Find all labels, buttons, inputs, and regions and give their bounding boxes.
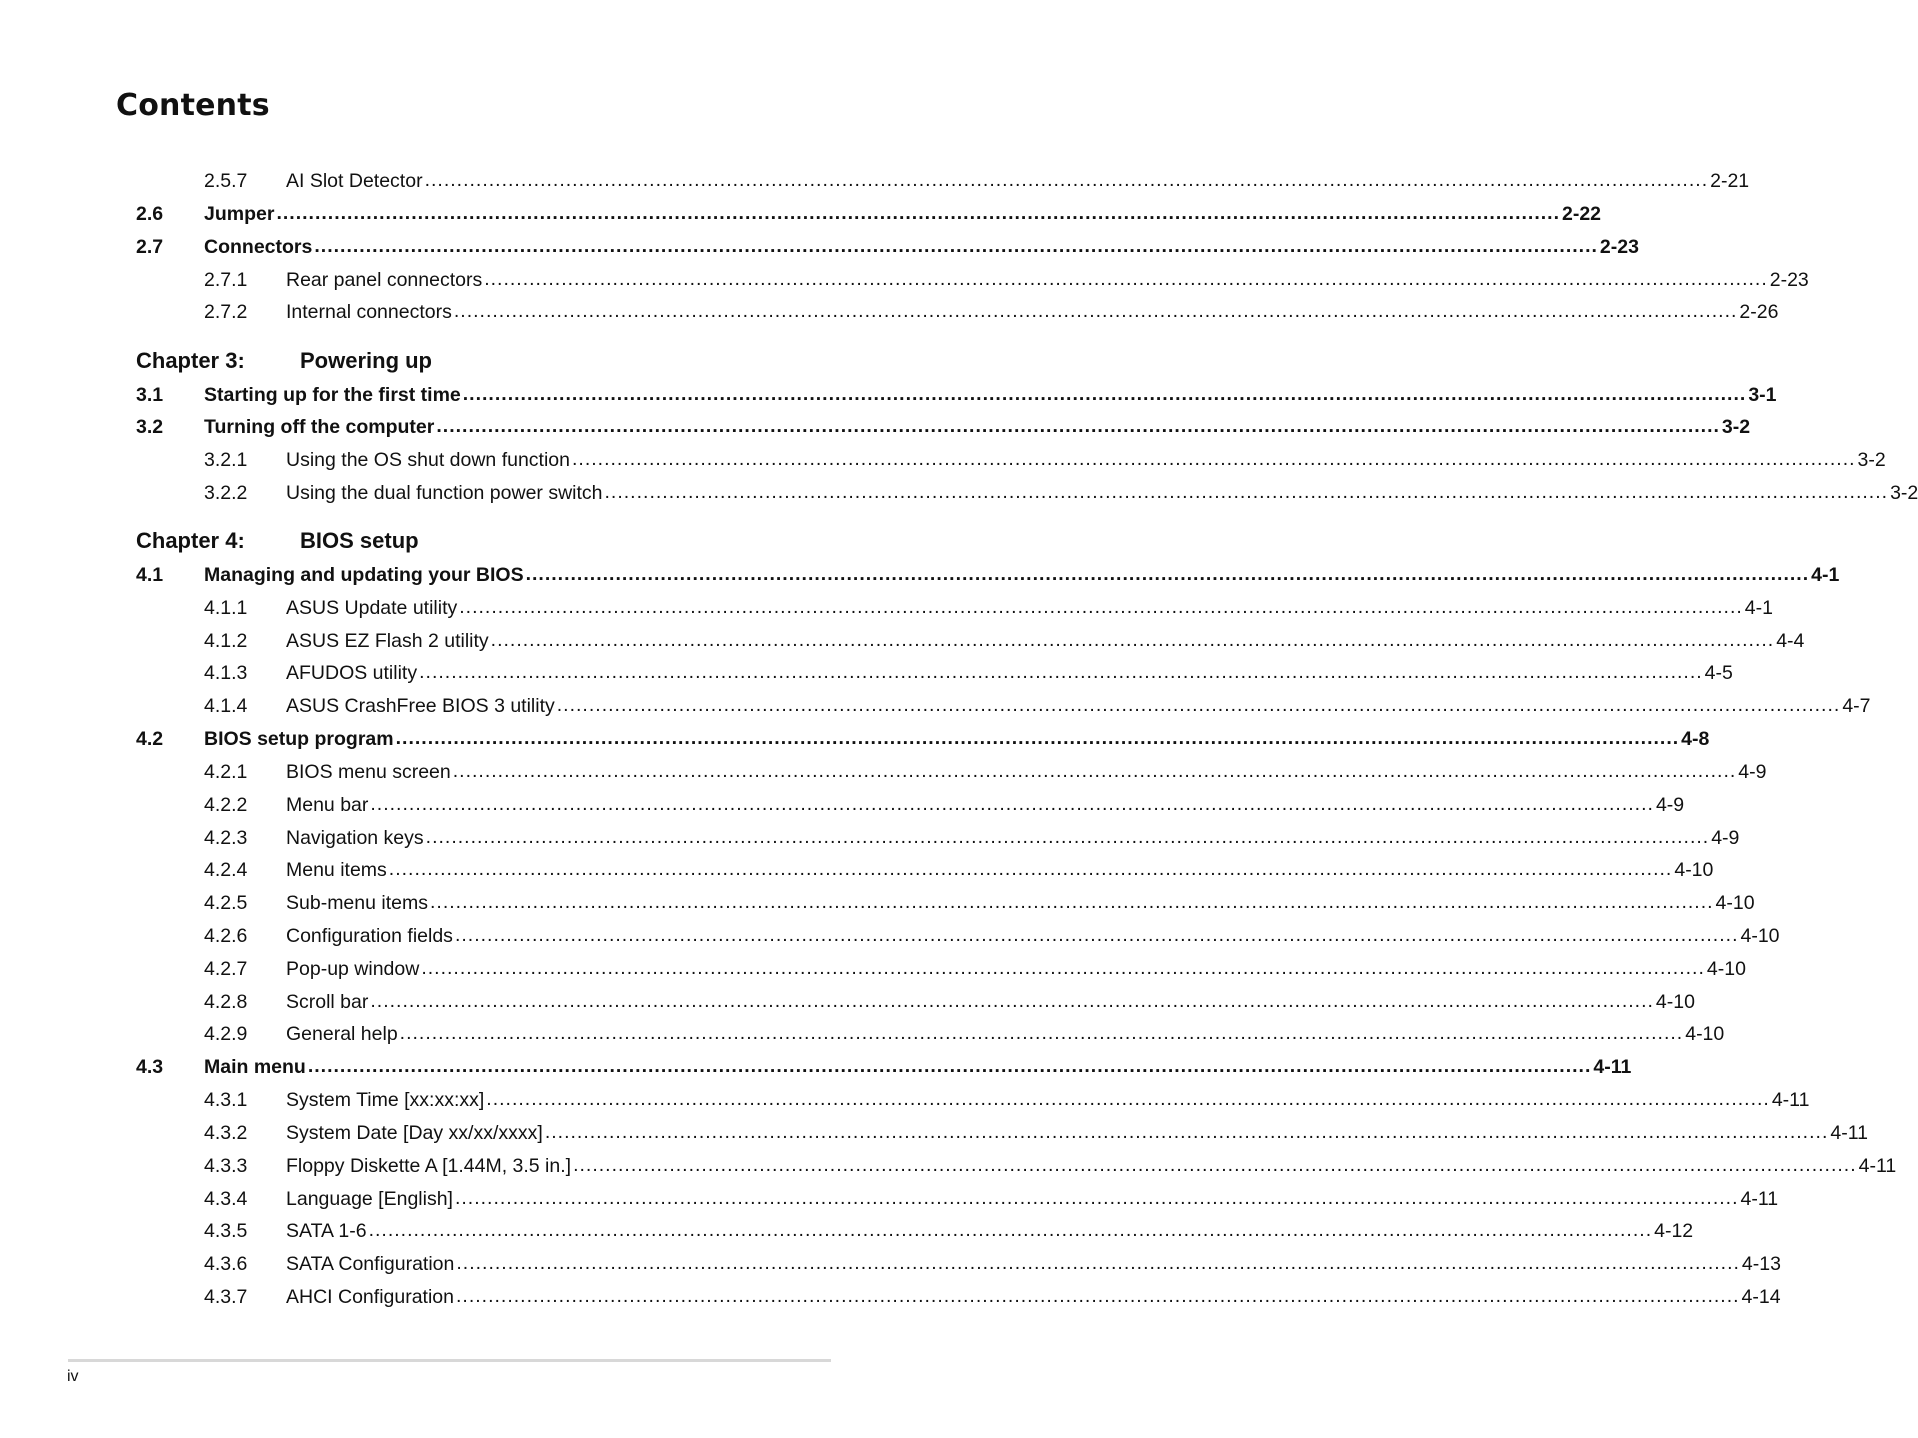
toc-page-number: 3-1 bbox=[1748, 383, 1777, 406]
toc-entry-number: 4.1 bbox=[136, 563, 164, 586]
toc-page-number: 2-21 bbox=[1710, 169, 1750, 192]
toc-dot-leader: ........................................................................................................................................................................................................ bbox=[424, 168, 1709, 191]
toc-page-number: 4-11 bbox=[1593, 1055, 1632, 1078]
footer-page-number: iv bbox=[67, 1368, 79, 1385]
toc-page-number: 3-2 bbox=[1890, 481, 1918, 504]
toc-subsection-entry[interactable] bbox=[136, 628, 1805, 654]
toc-entry-number: 3.1 bbox=[136, 383, 164, 406]
toc-subsection-entry[interactable] bbox=[136, 299, 1779, 325]
toc-entry-number: 4.1.1 bbox=[204, 596, 248, 619]
toc-entry-title: Configuration fields bbox=[286, 924, 453, 947]
toc-entry-title: AI Slot Detector bbox=[286, 169, 423, 192]
toc-entry-number: 4.2.6 bbox=[204, 924, 248, 947]
toc-dot-leader: ........................................................................................................................................................................................................ bbox=[388, 857, 1673, 880]
toc-subsection-entry[interactable] bbox=[136, 1186, 1779, 1212]
toc-entry-title: Managing and updating your BIOS bbox=[204, 563, 524, 586]
toc-entry-number: 4.3.7 bbox=[204, 1285, 248, 1308]
toc-entry-title: Scroll bar bbox=[286, 990, 369, 1013]
toc-entry-number: 4.3.1 bbox=[204, 1088, 248, 1111]
toc-subsection-entry[interactable] bbox=[136, 923, 1780, 949]
toc-section-entry[interactable] bbox=[136, 1054, 1632, 1080]
toc-entry-number: 4.3.3 bbox=[204, 1154, 248, 1177]
toc-entry-number: 4.3.6 bbox=[204, 1252, 248, 1275]
toc-chapter-heading bbox=[136, 347, 432, 375]
toc-entry-title: ASUS CrashFree BIOS 3 utility bbox=[286, 694, 555, 717]
toc-subsection-entry[interactable] bbox=[136, 1021, 1725, 1047]
toc-entry-title: Using the OS shut down function bbox=[286, 448, 570, 471]
toc-page-number: 4-10 bbox=[1715, 891, 1755, 914]
toc-dot-leader: ........................................................................................................................................................................................................ bbox=[307, 1054, 1592, 1077]
toc-dot-leader: ........................................................................................................................................................................................................ bbox=[456, 1251, 1740, 1274]
toc-subsection-entry[interactable] bbox=[136, 168, 1750, 194]
toc-dot-leader: ........................................................................................................................................................................................................ bbox=[370, 989, 1654, 1012]
toc-dot-leader: ........................................................................................................................................................................................................ bbox=[399, 1021, 1684, 1044]
toc-subsection-entry[interactable] bbox=[136, 890, 1755, 916]
toc-chapter-number: Chapter 3: bbox=[136, 348, 245, 373]
toc-dot-leader: ........................................................................................................................................................................................................ bbox=[454, 1186, 1739, 1209]
toc-dot-leader: ........................................................................................................................................................................................................ bbox=[425, 825, 1710, 848]
toc-subsection-entry[interactable] bbox=[136, 825, 1740, 851]
toc-entry-number: 4.2.3 bbox=[204, 826, 248, 849]
toc-entry-title: Floppy Diskette A [1.44M, 3.5 in.] bbox=[286, 1154, 572, 1177]
toc-entry-number: 4.2.5 bbox=[204, 891, 248, 914]
toc-page-number: 4-14 bbox=[1741, 1285, 1781, 1308]
toc-page-number: 4-10 bbox=[1740, 924, 1780, 947]
toc-entry-number: 4.3.2 bbox=[204, 1121, 248, 1144]
toc-entry-title: System Time [xx:xx:xx] bbox=[286, 1088, 485, 1111]
toc-page-number: 4-9 bbox=[1655, 793, 1685, 816]
toc-page-number: 4-11 bbox=[1740, 1187, 1779, 1210]
toc-page-number: 4-5 bbox=[1704, 661, 1733, 684]
toc-dot-leader: ........................................................................................................................................................................................................ bbox=[429, 890, 1714, 913]
toc-entry-title: Internal connectors bbox=[286, 300, 452, 323]
toc-dot-leader: ........................................................................................................................................................................................................ bbox=[459, 595, 1743, 618]
toc-dot-leader: ........................................................................................................................................................................................................ bbox=[484, 267, 1768, 290]
toc-dot-leader: ........................................................................................................................................................................................................ bbox=[419, 660, 1703, 683]
toc-page-number: 2-22 bbox=[1562, 202, 1602, 225]
toc-entry-title: Menu bar bbox=[286, 793, 369, 816]
toc-dot-leader: ........................................................................................................................................................................................................ bbox=[314, 234, 1598, 257]
toc-page-number: 3-2 bbox=[1857, 448, 1886, 471]
toc-dot-leader: ........................................................................................................................................................................................................ bbox=[454, 923, 1739, 946]
toc-entry-number: 4.2.2 bbox=[204, 793, 248, 816]
toc-entry-number: 2.7.2 bbox=[204, 300, 248, 323]
toc-entry-title: Rear panel connectors bbox=[286, 268, 483, 291]
toc-entry-title: SATA 1-6 bbox=[286, 1219, 367, 1242]
toc-entry-title: Menu items bbox=[286, 858, 387, 881]
toc-dot-leader: ........................................................................................................................................................................................................ bbox=[544, 1120, 1829, 1143]
toc-entry-title: Navigation keys bbox=[286, 826, 424, 849]
toc-page-number: 4-8 bbox=[1681, 727, 1710, 750]
toc-entry-title: Starting up for the first time bbox=[204, 383, 461, 406]
toc-entry-number: 2.6 bbox=[136, 202, 164, 225]
toc-page-number: 4-11 bbox=[1830, 1121, 1868, 1144]
toc-dot-leader: ........................................................................................................................................................................................................ bbox=[421, 956, 1705, 979]
toc-entry-title: AHCI Configuration bbox=[286, 1285, 454, 1308]
toc-subsection-entry[interactable] bbox=[136, 1153, 1897, 1179]
toc-subsection-entry[interactable] bbox=[136, 660, 1733, 686]
toc-dot-leader: ........................................................................................................................................................................................................ bbox=[456, 1284, 1740, 1307]
toc-page-number: 4-1 bbox=[1744, 596, 1773, 619]
toc-entry-number: 4.2.4 bbox=[204, 858, 248, 881]
toc-dot-leader: ........................................................................................................................................................................................................ bbox=[486, 1087, 1770, 1110]
toc-page-number: 4-9 bbox=[1738, 760, 1767, 783]
toc-subsection-entry[interactable] bbox=[136, 693, 1871, 719]
toc-dot-leader: ........................................................................................................................................................................................................ bbox=[436, 414, 1720, 437]
toc-entry-title: Using the dual function power switch bbox=[286, 481, 603, 504]
toc-entry-title: BIOS menu screen bbox=[286, 760, 451, 783]
toc-entry-number: 4.2.1 bbox=[204, 760, 248, 783]
toc-subsection-entry[interactable] bbox=[136, 759, 1767, 785]
toc-subsection-entry[interactable] bbox=[136, 956, 1746, 982]
toc-page-number: 4-7 bbox=[1842, 694, 1871, 717]
toc-subsection-entry[interactable] bbox=[136, 447, 1886, 473]
toc-entry-title: Turning off the computer bbox=[204, 415, 435, 438]
toc-dot-leader: ........................................................................................................................................................................................................ bbox=[276, 201, 1560, 224]
toc-page-number: 4-10 bbox=[1655, 990, 1695, 1013]
toc-entry-title: BIOS setup program bbox=[204, 727, 394, 750]
toc-entry-number: 3.2.2 bbox=[204, 481, 248, 504]
toc-entry-title: SATA Configuration bbox=[286, 1252, 455, 1275]
toc-dot-leader: ........................................................................................................................................................................................................ bbox=[452, 759, 1737, 782]
toc-entry-number: 4.2.9 bbox=[204, 1022, 248, 1045]
toc-page-number: 4-11 bbox=[1858, 1154, 1897, 1177]
toc-page-number: 2-26 bbox=[1739, 300, 1779, 323]
toc-chapter-number: Chapter 4: bbox=[136, 528, 245, 553]
toc-entry-title: Sub-menu items bbox=[286, 891, 428, 914]
toc-section-entry[interactable] bbox=[136, 201, 1602, 227]
toc-entry-number: 4.2 bbox=[136, 727, 164, 750]
toc-page-number: 4-10 bbox=[1706, 957, 1746, 980]
toc-subsection-entry[interactable] bbox=[136, 1251, 1781, 1277]
toc-page-number: 4-12 bbox=[1654, 1219, 1694, 1242]
toc-page-number: 4-11 bbox=[1771, 1088, 1810, 1111]
toc-entry-number: 4.3.4 bbox=[204, 1187, 248, 1210]
toc-entry-number: 2.7.1 bbox=[204, 268, 248, 291]
toc-dot-leader: ........................................................................................................................................................................................................ bbox=[525, 562, 1810, 585]
toc-dot-leader: ........................................................................................................................................................................................................ bbox=[453, 299, 1738, 322]
toc-subsection-entry[interactable] bbox=[136, 267, 1809, 293]
toc-entry-title: ASUS EZ Flash 2 utility bbox=[286, 629, 489, 652]
toc-subsection-entry[interactable] bbox=[136, 857, 1714, 883]
page-title: Contents bbox=[116, 88, 270, 123]
toc-entry-number: 4.3.5 bbox=[204, 1219, 248, 1242]
toc-section-entry[interactable] bbox=[136, 382, 1777, 408]
toc-section-entry[interactable] bbox=[136, 414, 1751, 440]
toc-subsection-entry[interactable] bbox=[136, 595, 1773, 621]
toc-subsection-entry[interactable] bbox=[136, 1218, 1694, 1244]
toc-entry-title: System Date [Day xx/xx/xxxx] bbox=[286, 1121, 543, 1144]
toc-page-number: 4-9 bbox=[1711, 826, 1740, 849]
toc-entry-number: 3.2.1 bbox=[204, 448, 248, 471]
toc-section-entry[interactable] bbox=[136, 234, 1639, 260]
toc-dot-leader: ........................................................................................................................................................................................................ bbox=[490, 628, 1775, 651]
toc-subsection-entry[interactable] bbox=[136, 989, 1695, 1015]
toc-page-number: 2-23 bbox=[1599, 235, 1639, 258]
toc-entry-title: Jumper bbox=[204, 202, 275, 225]
toc-chapter-title: BIOS setup bbox=[300, 528, 419, 553]
toc-dot-leader: ........................................................................................................................................................................................................ bbox=[395, 726, 1680, 749]
toc-page-number: 4-1 bbox=[1811, 563, 1840, 586]
toc-entry-number: 2.5.7 bbox=[204, 169, 248, 192]
toc-entry-number: 3.2 bbox=[136, 415, 164, 438]
toc-entry-title: ASUS Update utility bbox=[286, 596, 458, 619]
toc-entry-title: General help bbox=[286, 1022, 398, 1045]
toc-dot-leader: ........................................................................................................................................................................................................ bbox=[604, 480, 1889, 503]
toc-entry-number: 4.2.7 bbox=[204, 957, 248, 980]
toc-entry-title: Pop-up window bbox=[286, 957, 420, 980]
toc-entry-number: 4.3 bbox=[136, 1055, 164, 1078]
toc-entry-title: Connectors bbox=[204, 235, 313, 258]
toc-subsection-entry[interactable] bbox=[136, 792, 1685, 818]
toc-entry-number: 4.1.4 bbox=[204, 694, 248, 717]
toc-dot-leader: ........................................................................................................................................................................................................ bbox=[370, 792, 1654, 815]
toc-subsection-entry[interactable] bbox=[136, 1087, 1810, 1113]
toc-entry-title: Main menu bbox=[204, 1055, 306, 1078]
toc-chapter-heading bbox=[136, 527, 419, 555]
toc-chapter-title: Powering up bbox=[300, 348, 432, 373]
toc-page-number: 2-23 bbox=[1769, 268, 1809, 291]
toc-page-number: 3-2 bbox=[1721, 415, 1751, 438]
toc-entry-title: Language [English] bbox=[286, 1187, 453, 1210]
toc-page-number: 4-10 bbox=[1685, 1022, 1725, 1045]
toc-section-entry[interactable] bbox=[136, 562, 1840, 588]
toc-entry-number: 4.2.8 bbox=[204, 990, 248, 1013]
toc-subsection-entry[interactable] bbox=[136, 1284, 1781, 1310]
toc-entry-number: 4.1.2 bbox=[204, 629, 248, 652]
toc-page-number: 4-10 bbox=[1674, 858, 1714, 881]
toc-page-number: 4-4 bbox=[1776, 629, 1805, 652]
toc-dot-leader: ........................................................................................................................................................................................................ bbox=[368, 1218, 1653, 1241]
toc-section-entry[interactable] bbox=[136, 726, 1710, 752]
toc-dot-leader: ........................................................................................................................................................................................................ bbox=[572, 447, 1856, 470]
toc-dot-leader: ........................................................................................................................................................................................................ bbox=[573, 1153, 1857, 1176]
toc-entry-title: AFUDOS utility bbox=[286, 661, 418, 684]
toc-entry-number: 2.7 bbox=[136, 235, 164, 258]
toc-dot-leader: ........................................................................................................................................................................................................ bbox=[556, 693, 1841, 716]
toc-entry-number: 4.1.3 bbox=[204, 661, 248, 684]
toc-subsection-entry[interactable] bbox=[136, 1120, 1868, 1146]
toc-page-number: 4-13 bbox=[1741, 1252, 1781, 1275]
toc-subsection-entry[interactable] bbox=[136, 480, 1918, 506]
toc-dot-leader: ........................................................................................................................................................................................................ bbox=[462, 382, 1747, 405]
footer-divider bbox=[68, 1359, 831, 1362]
